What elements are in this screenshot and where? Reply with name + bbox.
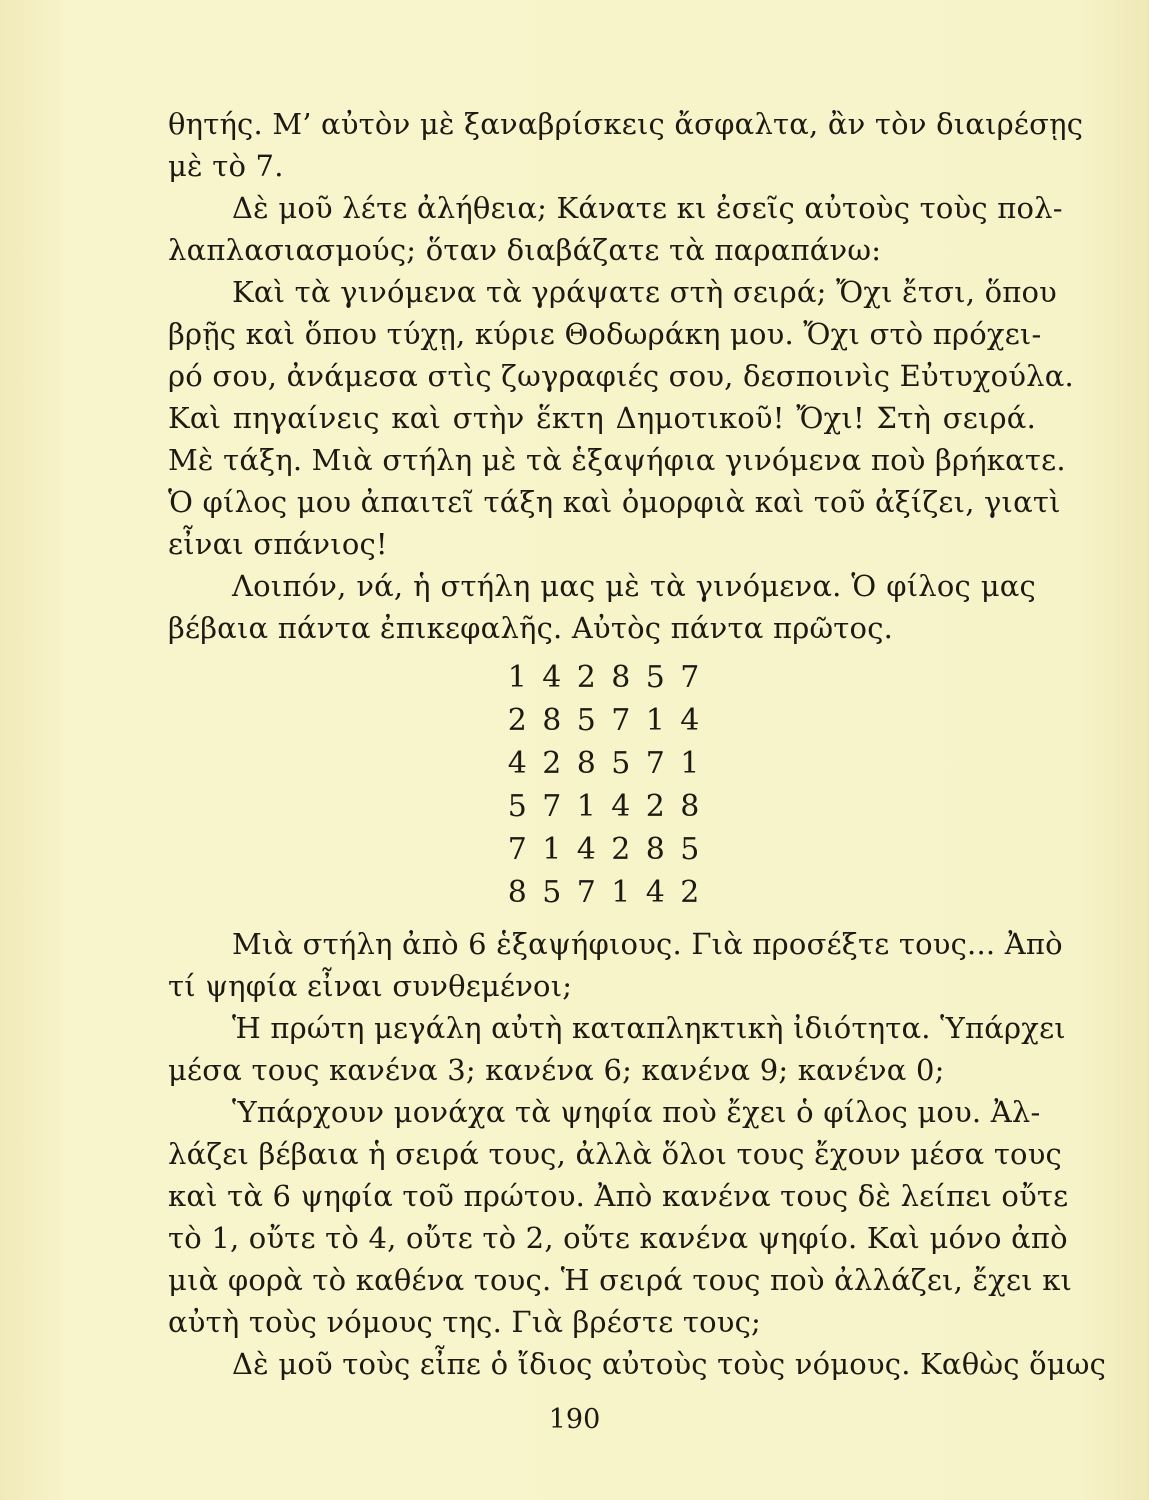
digit: 8 [680,789,700,824]
text-line: Καὶ τὰ γινόμενα τὰ γράψατε στὴ σειρά; Ὄχι ἔτσι, ὅπου [232,275,1057,309]
page-number: 190 [548,1404,601,1435]
digit: 1 [645,703,665,738]
digit: 8 [542,703,562,738]
text-line: θητής. Μ’ αὐτὸν μὲ ξαναβρίσκεις ἄσφαλτα, ἂν τὸν διαιρέσῃς [168,107,1084,141]
text-line: Δὲ μοῦ λέτε ἀλήθεια; Κάνατε κι ἐσεῖς αὐτοὺς τοὺς πολ- [232,191,1063,225]
digit: 2 [576,660,596,695]
digit: 4 [576,832,596,867]
digit: 4 [645,875,665,910]
text-line: εἶναι σπάνιος! [168,527,388,561]
digit: 2 [542,746,562,781]
text-upper [168,103,1084,649]
digit: 5 [507,789,527,824]
digit: 1 [680,746,700,781]
digit: 4 [507,746,527,781]
digit: 5 [645,660,665,695]
text-line: Μιὰ στήλη ἀπὸ 6 ἑξαψήφιους. Γιὰ προσέξτε τους... Ἀπὸ [232,927,1063,961]
digit: 1 [507,660,527,695]
digit: 7 [645,746,665,781]
digit: 7 [507,832,527,867]
digit: 2 [611,832,631,867]
digit: 8 [576,746,596,781]
text-line: μὲ τὸ 7. [168,149,284,183]
digit: 1 [542,832,562,867]
table-row [500,785,707,828]
digit: 8 [611,660,631,695]
text-line: τί ψηφία εἶναι συνθεμένοι; [168,969,573,1003]
table-row [500,742,707,785]
text-line: μιὰ φορὰ τὸ καθένα τους. Ἡ σειρά τους ποὺ ἀλλάζει, ἔχει κι [168,1263,1073,1297]
digit: 8 [645,832,665,867]
text-line: Ὑπάρχουν μονάχα τὰ ψηφία ποὺ ἔχει ὁ φίλος μου. Ἀλ- [232,1095,1041,1129]
digit: 7 [542,789,562,824]
digit: 5 [611,746,631,781]
digit: 7 [576,875,596,910]
digit: 1 [611,875,631,910]
text-line: Καὶ πηγαίνεις καὶ στὴν ἕκτη Δημοτικοῦ! Ὄχι! Στὴ σειρά. [168,401,1036,435]
text-line: Λοιπόν, νά, ἡ στήλη μας μὲ τὰ γινόμενα. Ὁ φίλος μας [232,569,1036,603]
table-row [500,656,707,699]
digit: 5 [576,703,596,738]
table-row [500,699,707,742]
text-lower [168,923,1107,1385]
digit: 2 [507,703,527,738]
digit: 7 [611,703,631,738]
digit: 2 [680,875,700,910]
digit: 4 [680,703,700,738]
text-line: αὐτὴ τοὺς νόμους της. Γιὰ βρέστε τους; [168,1305,761,1339]
text-line: Ἡ πρώτη μεγάλη αὐτὴ καταπληκτικὴ ἰδιότητα. Ὑπάρχει [232,1011,1066,1045]
digit: 2 [645,789,665,824]
text-line: Δὲ μοῦ τοὺς εἶπε ὁ ἴδιος αὐτοὺς τοὺς νόμους. Καθὼς ὅμως [232,1347,1107,1381]
number-table [500,656,707,914]
text-line: λάζει βέβαια ἡ σειρά τους, ἀλλὰ ὅλοι τους ἔχουν μέσα τους [168,1137,1062,1171]
text-line: μέσα τους κανένα 3; κανένα 6; κανένα 9; κανένα 0; [168,1053,945,1087]
digit: 8 [507,875,527,910]
text-line: βέβαια πάντα ἐπικεφαλῆς. Αὐτὸς πάντα πρῶτος. [168,611,894,645]
text-line: Ὁ φίλος μου ἀπαιτεῖ τάξη καὶ ὀμορφιὰ καὶ τοῦ ἀξίζει, γιατὶ [168,485,1061,519]
text-line: καὶ τὰ 6 ψηφία τοῦ πρώτου. Ἀπὸ κανένα τους δὲ λείπει οὔτε [168,1179,1069,1213]
digit: 4 [542,660,562,695]
digit: 5 [542,875,562,910]
table-row [500,871,707,914]
digit: 4 [611,789,631,824]
text-line: ρό σου, ἀνάμεσα στὶς ζωγραφιές σου, δεσποινὶς Εὐτυχούλα. [168,359,1074,393]
digit: 7 [680,660,700,695]
text-line: τὸ 1, οὔτε τὸ 4, οὔτε τὸ 2, οὔτε κανένα ψηφίο. Καὶ μόνο ἀπὸ [168,1221,1068,1255]
digit: 1 [576,789,596,824]
table-row [500,828,707,871]
text-line: Μὲ τάξη. Μιὰ στήλη μὲ τὰ ἑξαψήφια γινόμενα ποὺ βρήκατε. [168,443,1066,477]
text-line: λαπλασιασμούς; ὅταν διαβάζατε τὰ παραπάνω: [168,233,882,267]
text-line: βρῇς καὶ ὅπου τύχῃ, κύριε Θοδωράκη μου. Ὄχι στὸ πρόχει- [168,317,1042,351]
digit: 5 [680,832,700,867]
